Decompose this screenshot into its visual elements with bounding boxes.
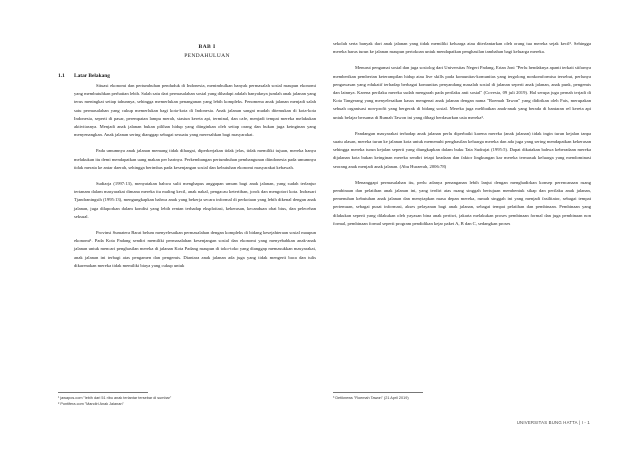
- body-paragraph: Pandangan masyarakat terhadap anak jalanan perlu diperbaiki karena mereka (anak jalanan) tidak ingin turun kejalan tanpa suatu alasan, mereka turun ke jalanan kota untuk memenuhi penghasilan keluarga mereka dan ada juga yang sering mendapatkan kekerasan sehingga mereka turun kejalan seperti yang diungkapkan dalam buku Tata Sudrajat (1995:5). Dapat dikatakan bahwa keberadaan mereka dijalanan kota bukan keinginan mereka sendiri tetapi keadaan dan faktor lingkungan kar mereka termasuk keluarga yang mendominasi seorang anak menjadi anak jalanan. (Abu Huraerah, 2006:78): [333, 130, 591, 169]
- section-number: 1.1: [58, 73, 65, 79]
- footnote: ³ Detiknews "Roemah Tawon" (21 April 2019): [333, 396, 409, 400]
- body-paragraph: Sudiarja (1997:13), menyatakan bahwa sulit menghapus anggapan umum bagi anak jalanan, yang sudah terlanjur tertanam dalam masyarakat dimana mereka itu maling kecil, anak nakal, pengacau ketertiban, jorok dan mengotori kota. Indrasari Tjandraningsih (1995:13), mengungkapkan bahwa anak yang bekerja secara informal di perkotaan yang lebih dikenal dengan anak jalanan, juga dilaporkan dalam kondisi yang lebih rentan terhadap eksploitasi, kekerasan, kecanduan obat bius, dan pelecehan seksual.: [74, 181, 316, 219]
- section-title: Latar Belakang: [74, 73, 110, 79]
- left-column: [58, 40, 316, 278]
- section-heading: [58, 73, 316, 79]
- footnote: ¹ jawapos.com "lebih dari 51 ribu anak terlantar tersebar di sumbar": [58, 396, 172, 400]
- body-paragraph: sekolah serta banyak dari anak jalanan yang tidak memiliki keluarga atau diterlantarkan oleh orang tua mereka sejak kecil². Sehingga mereka harus turun ke jalanan maupun pertokoan untuk mendapatkan penghasilan tambahan bagi keluarga mereka.: [333, 41, 591, 55]
- right-column: [333, 40, 591, 236]
- body-paragraph: Situasi ekonomi dan pertumbuhan penduduk di Indonesia, menimbulkan banyak permasalah sosial maupun ekonomi yang membutuhkan perhatian lebih. Salah satu dari permasalahan sosial yang dihadapi adalah banyaknya jumlah anak jalanan yang terus meningkat setiap tahunnya, sehingga memerlukan penanganan yang lebih kompleks. Fenomena anak jalanan menjadi salah satu permasalahan yang cukup memerlukan bagi kota-kota di Indonesia. Anak jalanan sangat mudah ditemukan di kota-kota Indonesia, seperti di pasar, perempatan lampu merah, stasiun kereta api, terminal, dan cafe, menjadi tempat mereka melakukan aktivitasnya. Menjadi anak jalanan bukan pilihan hidup yang diinginkan oleh setiap orang dan bukan juga keinginan yang menyenangkan. Anak jalanan sering dianggap sebagai sesuatu yang meresahkan bagi masyarakat.: [74, 83, 316, 138]
- footnote-divider: [58, 392, 148, 393]
- footnote: ² Pontifera.com "Mandiri Anak Jalanan": [58, 402, 124, 406]
- chapter-title: BAB I: [198, 44, 216, 50]
- chapter-subtitle: PENDAHULUAN: [184, 53, 230, 59]
- footnote-divider: [333, 392, 423, 393]
- body-paragraph: Pada umumnya anak jalanan memang tidak dihargai, diperkerjakan tidak jelas, tidak memiliki tujuan, mereka hanya melakukan itu demi mendapatkan uang makan per harinya. Perkembangan pertumbuhan pembangunan diindonesia pada umumnya tidak merata ke antar daerah, sehingga berimbas pada kesenjangan sosial dan kebutuhan ekonomi masyarakat kebawah.: [74, 148, 316, 170]
- body-paragraph: Provinsi Sumatera Barat belum menyelesaikan permasalahan dengan kompleks di bidang kesejahteraan sosial maupun ekonomi¹. Pada Kota Padang sendiri memiliki permasalahan kesenjangan sosial dan ekonomi yang menyebabkan anak-anak jalanan untuk mencari penghasilan mereka di jalanan Kota Padang maupun di toko-toko yang dianggap memasukkan masyarakat, anak jalanan ini terbagi atas pengamen dan pengemis. Diantara anak jalanan ada juga yang tidak mengerti baca dan tulis dikarenakan mereka tidak memiliki biaya yang cukup untuk: [74, 230, 316, 268]
- page-footer: UNIVERSITAS BUNG HATTA | I - 1: [516, 420, 590, 425]
- body-paragraph: Menanggapi permasalahan itu, perlu adanya penanganan lebih lanjut dengan menghadirkan konsep perencanaan ruang pembinaan dan pelatihan anak jalanan ini, yang terdiri atas ruang singgah bertujuan membentuk sikap dan perilaku anak jalanan, pemenuhan kebutuhan anak jalanan dan menyiapkan masa depan mereka, rumah singgah ini yang menjadi fasilitator, sebagai tempat pertemuan, sebagai pusat informasi, akses pelayanan bagi anak jalanan, sebagai tempat pelatihan dan pembinaan. Pembinaan yang dilakukan seperti yang dilakukan oleh yayasan bina anak pertiwi, jakarta melakukan proses pembinaan formal dan juga pembinaan non formal, pembinaan formal seperti program pendidikan kejar paket A, B dan C, sedangkan proses: [333, 179, 591, 226]
- body-paragraph: Menurut pengamat sosial dan juga sosiolog dari Universitas Negeri Padang, Erian Joni "Perlu hendaknya apanti terkait siifarnya memberikan pemberian keterampilan hidup atau live skills pada komunitas-komunitas yang tergolong nonkomformisa tersebut, perlunya pengawasan yang edukatif terhadap berbagai komunitas penyandang masalah sosial di jalanan seperti anak jalanan, anak punk, pengemis dan lainnya. Karena perilaku mereka sudah mengarah pada perilaku anti sosial" (Covesia, 09 juli 2019). Hal serupa juga pernah terjadi di Kota Tangerang yang menyelesaikan kasus mengenai anak jalanan dengan nama "Roemah Tawon" yang didirikan oleh Fais, merupakan sebuah organisasi non-profit yang bergerak di bidang sosial. Mereka juga melibatkan anak-anak yang berada di bantaran rel kereta api untuk belajar bersama di Rumah Tawon ini yang dibagi berdasarkan usia mereka³.: [333, 65, 591, 120]
